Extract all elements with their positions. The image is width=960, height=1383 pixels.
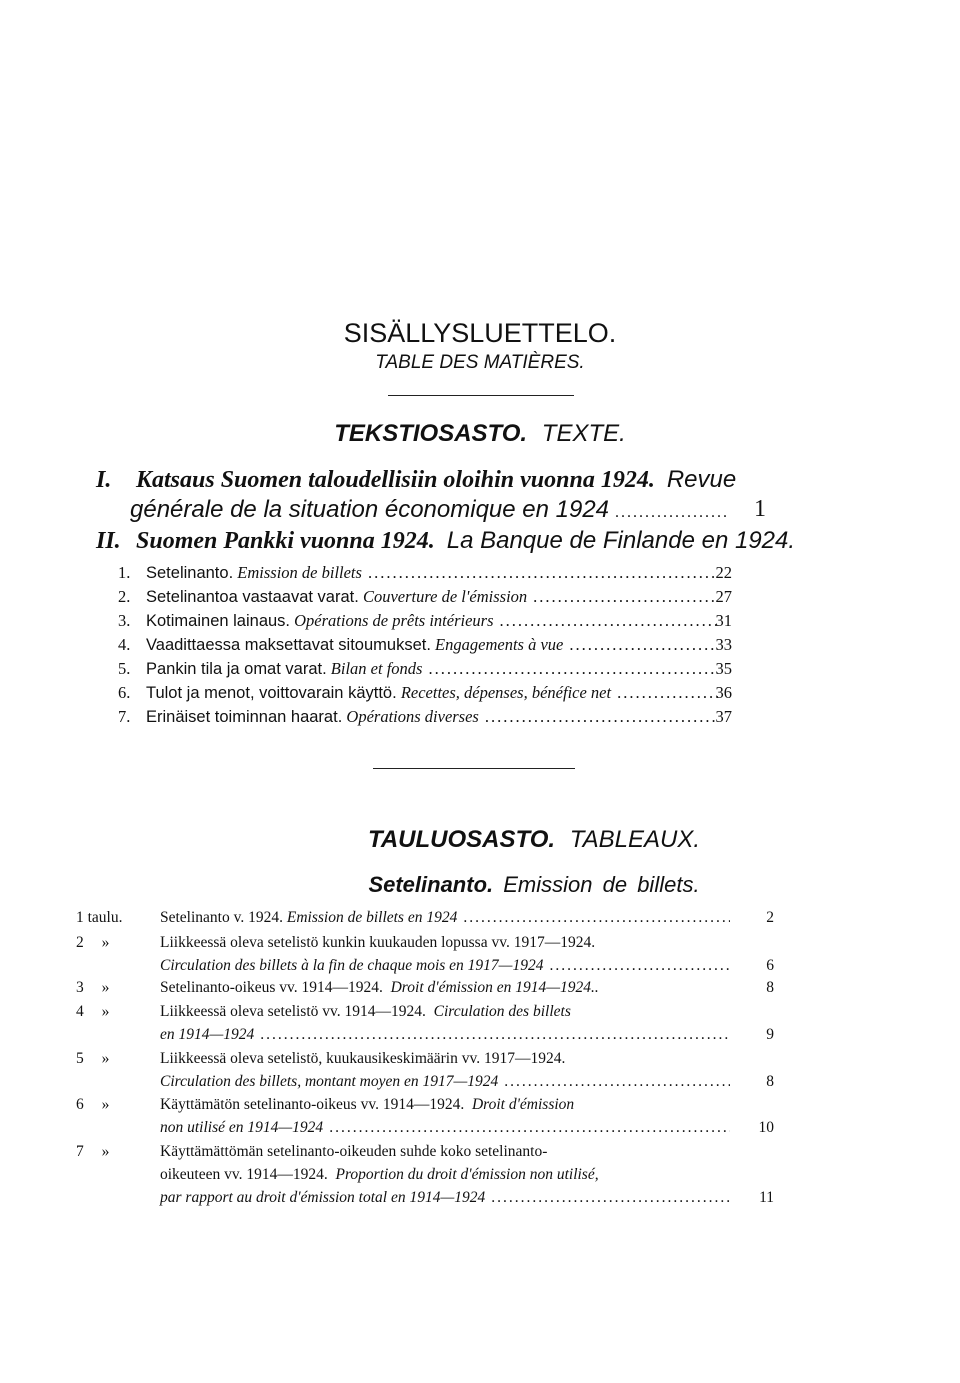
toc-item-num: 5. (118, 659, 131, 678)
table-2-fi: Liikkeessä oleva setelistö kunkin kuukauden lopussa vv. 1917—1924. (160, 934, 596, 951)
tables-subheading-fr: Emission de billets. (503, 872, 700, 897)
table-fr: Circulation des billets à la fin de chaque mois en 1917—1924 (160, 957, 544, 974)
table-fr: Circulation des billets (433, 1003, 571, 1020)
table-fi: Käyttämätön setelinanto-oikeus vv. 1914—1924. (160, 1096, 465, 1113)
leader-dots (368, 563, 718, 583)
toc-item-fr: Emission de billets (237, 563, 362, 582)
part-1-number: I. (96, 467, 112, 493)
leader-dots (504, 1073, 730, 1091)
toc-item-num: 2. (118, 587, 131, 606)
part-1-page: 1 (754, 496, 766, 522)
text-section-heading-fi: TEKSTIOSASTO. (334, 420, 528, 447)
table-7-page: 11 (759, 1189, 774, 1206)
toc-item-fi: Setelinanto. (146, 564, 234, 582)
toc-item-num: 7. (118, 707, 131, 726)
toc-item-2 (118, 587, 724, 607)
table-fi: Setelinanto-oikeus vv. 1914—1924. (160, 979, 383, 996)
toc-item-fr: Engagements à vue (435, 635, 564, 654)
table-fi: Liikkeessä oleva setelistö vv. 1914—1924. (160, 1003, 426, 1020)
toc-item-fr: Recettes, dépenses, bénéfice net (400, 683, 612, 702)
table-fr: par rapport au droit d'émission total en 1914—1924 (160, 1189, 486, 1206)
table-5-fi: Liikkeessä oleva setelistö, kuukausikeskimäärin vv. 1917—1924. (160, 1050, 566, 1067)
text-section-heading-fr: TEXTE. (541, 420, 626, 447)
toc-item-fi: Vaadittaessa maksettavat sitoumukset. (146, 636, 431, 654)
table-4-line-2 (160, 1026, 736, 1044)
table-7-line-3 (160, 1189, 736, 1207)
table-3-entry (160, 979, 599, 997)
table-2-page: 6 (766, 957, 774, 974)
toc-item-fi: Setelinantoa vastaavat varat. (146, 588, 359, 606)
toc-item-4 (118, 635, 724, 655)
table-6-page: 10 (758, 1119, 774, 1136)
leader-dots (260, 1026, 730, 1044)
table-fr: non utilisé en 1914—1924 (160, 1119, 324, 1136)
toc-item-page: 36 (715, 683, 732, 702)
toc-item-fr: Opérations de prêts intérieurs (294, 611, 494, 630)
table-fi: Setelinanto v. 1924. (160, 909, 283, 926)
part-1-line-2 (130, 496, 732, 524)
text-section-heading (0, 420, 960, 448)
toc-item-6 (118, 683, 724, 703)
toc-item-num: 1. (118, 563, 131, 582)
table-num: 6 (76, 1096, 84, 1113)
table-7-number (76, 1143, 109, 1161)
toc-item-fi: Pankin tila ja omat varat. (146, 660, 327, 678)
toc-item-3 (118, 611, 724, 631)
part-1-line-1 (96, 466, 736, 494)
table-4-line-1 (160, 1003, 571, 1021)
ditto-mark: » (101, 934, 110, 951)
part-2-title-fi: Suomen Pankki vuonna 1924. (136, 528, 435, 554)
tables-section-heading-fr: TABLEAUX. (569, 826, 701, 853)
toc-item-num: 4. (118, 635, 131, 654)
toc-item-page: 31 (715, 611, 732, 630)
table-fr: Droit d'émission en 1914—1924.. (390, 979, 599, 996)
toc-item-page: 33 (715, 635, 732, 654)
table-fr: Emission de billets en 1924 (286, 909, 458, 926)
ditto-mark: » (101, 979, 110, 996)
leader-dots (428, 659, 718, 679)
toc-item-fr: Bilan et fonds (330, 659, 423, 678)
table-num: 5 (76, 1050, 84, 1067)
table-num: 1 (76, 909, 84, 926)
part-2-title-fr: La Banque de Finlande en 1924. (446, 527, 796, 554)
table-7-line-1: Käyttämättömän setelinanto-oikeuden suhde koko setelinanto- (160, 1143, 548, 1160)
tables-section-heading-fi: TAULUOSASTO. (367, 826, 556, 853)
table-num: 7 (76, 1143, 84, 1160)
table-4-page: 9 (766, 1026, 774, 1043)
ditto-mark: » (101, 1050, 110, 1067)
leader-dots (549, 957, 730, 975)
leader-dots (533, 587, 718, 607)
toc-item-fr: Couverture de l'émission (362, 587, 528, 606)
table-6-line-1 (160, 1096, 574, 1114)
page-title: SISÄLLYSLUETTELO. (343, 318, 617, 348)
leader-dots (500, 611, 718, 631)
toc-item-5 (118, 659, 724, 679)
table-1-number (76, 909, 123, 927)
ditto-mark: » (101, 1003, 110, 1020)
toc-item-num: 6. (118, 683, 131, 702)
part-1-title-fr-2: générale de la situation économique en 1924 (130, 496, 610, 523)
toc-item-fr: Opérations diverses (346, 707, 479, 726)
table-2-entry (160, 957, 736, 975)
table-2-number (76, 934, 109, 952)
table-7-line-2 (160, 1166, 599, 1184)
table-4-number (76, 1003, 109, 1021)
toc-item-fi: Kotimainen lainaus. (146, 612, 291, 630)
table-fr: Proportion du droit d'émission non utilisé, (335, 1166, 599, 1183)
leader-dots (485, 707, 718, 727)
tables-section-heading (254, 826, 814, 854)
table-num: 4 (76, 1003, 84, 1020)
leader-dots (615, 504, 726, 522)
part-1-title-fr-1: Revue (666, 466, 737, 493)
divider (388, 395, 574, 396)
leader-dots (617, 683, 718, 703)
table-num: 2 (76, 934, 84, 951)
table-5-number (76, 1050, 109, 1068)
table-3-page: 8 (766, 979, 774, 996)
leader-dots (463, 909, 730, 927)
toc-item-num: 3. (118, 611, 131, 630)
table-5-entry (160, 1073, 736, 1091)
table-fr: Droit d'émission (471, 1096, 575, 1113)
tables-subheading-fi: Setelinanto. (368, 872, 494, 897)
table-1-page: 2 (766, 909, 774, 926)
divider (373, 768, 575, 769)
table-num: 3 (76, 979, 84, 996)
toc-item-fi: Erinäiset toiminnan haarat. (146, 708, 343, 726)
leader-dots (569, 635, 718, 655)
toc-item-fi: Tulot ja menot, voittovarain käyttö. (146, 684, 397, 702)
tables-subheading (254, 872, 814, 898)
table-3-number (76, 979, 109, 997)
toc-item-7 (118, 707, 724, 727)
ditto-mark: » (101, 1143, 110, 1160)
part-1-title-fi: Katsaus Suomen taloudellisiin oloihin vuonna 1924. (136, 467, 655, 493)
table-1-entry (160, 909, 736, 927)
toc-item-page: 35 (715, 659, 732, 678)
toc-item-1 (118, 563, 724, 583)
leader-dots (491, 1189, 730, 1207)
toc-item-page: 22 (715, 563, 732, 582)
leader-dots (329, 1119, 730, 1137)
table-6-number (76, 1096, 109, 1114)
table-fr: en 1914—1924 (160, 1026, 255, 1043)
part-2-line (96, 527, 795, 555)
table-fi: oikeuteen vv. 1914—1924. (160, 1166, 328, 1183)
part-2-number: II. (96, 528, 121, 554)
toc-item-page: 27 (715, 587, 732, 606)
ditto-mark: » (101, 1096, 110, 1113)
toc-item-page: 37 (715, 707, 732, 726)
table-fr: Circulation des billets, montant moyen en 1917—1924 (160, 1073, 499, 1090)
table-6-line-2 (160, 1119, 736, 1137)
table-5-page: 8 (766, 1073, 774, 1090)
page-subtitle: TABLE DES MATIÈRES. (375, 352, 585, 373)
table-label: taulu. (87, 909, 123, 926)
